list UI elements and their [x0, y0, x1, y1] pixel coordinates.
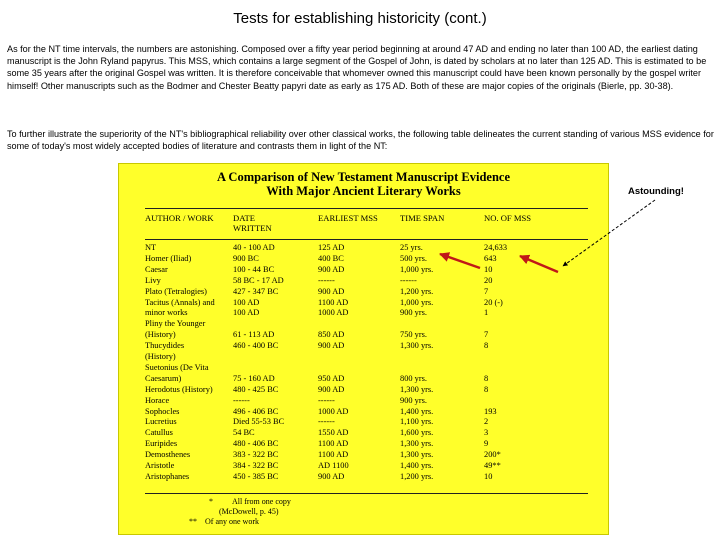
- cell-span: 1,600 yrs.: [400, 428, 434, 438]
- paragraph-time-intervals: As for the NT time intervals, the numbers are astonishing. Composed over a fifty year period beginning at around 47 AD and ending no later than 100 AD, the earliest dating manuscript is the John Ryland papyrus. This MSS, which contains a large segment of the Gospel of John, is dated by scholars at no later than 125 AD. This is estimated to be some 35 years after the original Gospel was written. It is therefore conceivable that whomever owned this manuscript could have been known personally by the gospel writer himself! Other manuscripts such as the Bodmer and Chester Beatty papyri date as early as 175 AD. Both of these are major copies of the originals (Bierle, pp. 30-38).: [7, 44, 707, 91]
- cell-span: 1,200 yrs.: [400, 286, 434, 296]
- cell-earliest: AD 1100: [318, 461, 349, 470]
- table-row: [145, 363, 588, 372]
- cell-earliest: 400 BC: [318, 253, 344, 263]
- cell-author: Horace: [145, 395, 170, 405]
- table-row: [145, 254, 588, 263]
- cell-author: Plato (Tetralogies): [145, 286, 207, 296]
- cell-date: 450 - 385 BC: [233, 471, 279, 481]
- table-row: [145, 265, 588, 274]
- table-row: [145, 461, 588, 470]
- cell-date: 383 - 322 BC: [233, 450, 279, 460]
- cell-span: 900 yrs.: [400, 395, 427, 405]
- cell-mss: 8: [484, 384, 489, 394]
- table-bottom-rule: [145, 493, 588, 494]
- cell-author: Suetonius (De Vita: [145, 362, 209, 372]
- footnote-2-text: Of any one work: [205, 517, 259, 526]
- cell-author: minor works: [145, 308, 188, 318]
- cell-span: 1,300 yrs.: [400, 341, 434, 351]
- cell-date: 480 - 425 BC: [233, 384, 279, 394]
- cell-span: 800 yrs.: [400, 373, 427, 383]
- cell-date: Died 55-53 BC: [233, 417, 285, 427]
- table-row: [145, 330, 588, 339]
- cell-author: Pliny the Younger: [145, 319, 206, 329]
- cell-author: Euripides: [145, 439, 178, 449]
- table-row: [145, 450, 588, 459]
- footnote-2-mark: **: [189, 517, 197, 526]
- cell-earliest: 850 AD: [318, 330, 345, 340]
- table-row: [145, 374, 588, 383]
- cell-mss: 10: [484, 471, 493, 481]
- cell-author: NT: [145, 243, 157, 252]
- table-row: [145, 396, 588, 405]
- table-row: [145, 276, 588, 285]
- cell-author: Thucydides: [145, 341, 185, 351]
- table-row: [145, 428, 588, 437]
- cell-mss: 193: [484, 406, 497, 416]
- cell-date: 460 - 400 BC: [233, 341, 279, 351]
- cell-span: 1,300 yrs.: [400, 384, 434, 394]
- cell-date: 40 - 100 AD: [233, 243, 275, 252]
- cell-span: 1,100 yrs.: [400, 417, 434, 427]
- table-row: [145, 439, 588, 448]
- cell-mss: 1: [484, 308, 489, 318]
- table-title: [119, 170, 608, 198]
- cell-earliest: 1100 AD: [318, 439, 349, 449]
- cell-earliest: 900 AD: [318, 264, 345, 274]
- cell-author: Sophocles: [145, 406, 180, 416]
- header-date-line1: DATE: [233, 213, 255, 223]
- cell-mss: 8: [484, 341, 489, 351]
- table-row: [145, 417, 588, 426]
- cell-date: 384 - 322 BC: [233, 461, 279, 470]
- cell-span: 1,300 yrs.: [400, 439, 434, 449]
- table-row: [145, 298, 588, 307]
- cell-mss: 2: [484, 417, 489, 427]
- cell-date: 100 - 44 BC: [233, 264, 275, 274]
- table-row: [145, 319, 588, 328]
- cell-author: Livy: [145, 275, 161, 285]
- table-row: [145, 287, 588, 296]
- cell-earliest: ------: [318, 275, 335, 285]
- cell-earliest: ------: [318, 417, 335, 427]
- cell-date: 427 - 347 BC: [233, 286, 279, 296]
- cell-span: 750 yrs.: [400, 330, 427, 340]
- header-mss: NO. OF MSS: [484, 213, 532, 223]
- header-author: AUTHOR / WORK: [145, 213, 214, 223]
- header-earliest: EARLIEST MSS: [318, 213, 378, 223]
- cell-date: ------: [233, 395, 250, 405]
- cell-mss: 643: [484, 253, 497, 263]
- cell-author: Tacitus (Annals) and: [145, 297, 215, 307]
- table-row: [145, 352, 588, 361]
- cell-author: Catullus: [145, 428, 173, 438]
- table-row: [145, 472, 588, 481]
- cell-date: 900 BC: [233, 253, 259, 263]
- table-header: [145, 208, 588, 240]
- table-title-line1: A Comparison of New Testament Manuscript Evidence: [216, 170, 511, 184]
- cell-earliest: 1000 AD: [318, 308, 349, 318]
- cell-author: Herodotus (History): [145, 384, 213, 394]
- cell-author: Caesar: [145, 264, 168, 274]
- cell-earliest: 1550 AD: [318, 428, 349, 438]
- cell-mss: 20 (-): [484, 297, 503, 307]
- cell-span: 900 yrs.: [400, 308, 427, 318]
- cell-earliest: 900 AD: [318, 341, 345, 351]
- cell-span: ------: [400, 275, 417, 285]
- header-span: TIME SPAN: [400, 213, 445, 223]
- cell-mss: 24,633: [484, 243, 508, 252]
- cell-mss: 9: [484, 439, 489, 449]
- table-row: [145, 385, 588, 394]
- cell-span: 1,400 yrs.: [400, 406, 434, 416]
- cell-date: 480 - 406 BC: [233, 439, 279, 449]
- table-title-line2: With Major Ancient Literary Works: [266, 184, 461, 198]
- cell-author: Aristotle: [145, 461, 175, 470]
- cell-mss: 200*: [484, 450, 501, 460]
- header-date-line2: WRITTEN: [233, 223, 272, 233]
- cell-mss: 3: [484, 428, 489, 438]
- cell-earliest: ------: [318, 395, 335, 405]
- cell-author: (History): [145, 330, 176, 340]
- header-date: [233, 213, 272, 233]
- cell-span: 1,000 yrs.: [400, 297, 434, 307]
- cell-date: 61 - 113 AD: [233, 330, 275, 340]
- footnote-1-citation: (McDowell, p. 45): [219, 507, 279, 516]
- cell-author: Homer (Iliad): [145, 253, 192, 263]
- cell-earliest: 900 AD: [318, 471, 345, 481]
- cell-earliest: 900 AD: [318, 286, 345, 296]
- cell-span: 500 yrs.: [400, 253, 427, 263]
- cell-mss: 7: [484, 330, 489, 340]
- cell-author: Demosthenes: [145, 450, 191, 460]
- cell-mss: 8: [484, 373, 489, 383]
- cell-date: 100 AD: [233, 308, 260, 318]
- cell-mss: 7: [484, 286, 489, 296]
- paragraph-table-intro: To further illustrate the superiority of the NT's bibliographical reliability over other classical works, the following table delineates the current standing of various MSS evidence for some of today's most widely accepted bodies of literature and contrasts them in light of the NT:: [7, 129, 714, 152]
- cell-span: 25 yrs.: [400, 243, 423, 252]
- cell-date: 100 AD: [233, 297, 260, 307]
- cell-earliest: 900 AD: [318, 384, 345, 394]
- cell-earliest: 1100 AD: [318, 450, 349, 460]
- footnote-1-mark: *: [209, 497, 213, 506]
- cell-mss: 20: [484, 275, 493, 285]
- table-row: [145, 243, 588, 252]
- cell-mss: 49**: [484, 461, 501, 470]
- annotation-callout: Astounding!: [628, 186, 684, 197]
- cell-date: 75 - 160 AD: [233, 373, 275, 383]
- cell-date: 496 - 406 BC: [233, 406, 279, 416]
- cell-span: 1,300 yrs.: [400, 450, 434, 460]
- cell-earliest: 1000 AD: [318, 406, 349, 416]
- cell-earliest: 1100 AD: [318, 297, 349, 307]
- cell-earliest: 125 AD: [318, 243, 345, 252]
- cell-span: 1,000 yrs.: [400, 264, 434, 274]
- table-row: [145, 308, 588, 317]
- cell-author: Aristophanes: [145, 471, 190, 481]
- manuscript-comparison-table: [118, 163, 609, 535]
- cell-author: Lucretius: [145, 417, 177, 427]
- cell-author: (History): [145, 352, 176, 361]
- cell-span: 1,200 yrs.: [400, 471, 434, 481]
- cell-mss: 10: [484, 264, 493, 274]
- cell-earliest: 950 AD: [318, 373, 345, 383]
- cell-date: 58 BC - 17 AD: [233, 275, 284, 285]
- table-row: [145, 341, 588, 350]
- slide-title: Tests for establishing historicity (cont.): [233, 10, 487, 27]
- table-row: [145, 407, 588, 416]
- footnote-1-text: All from one copy: [232, 497, 291, 506]
- cell-date: 54 BC: [233, 428, 255, 438]
- cell-author: Caesarum): [145, 373, 182, 383]
- cell-span: 1,400 yrs.: [400, 461, 434, 470]
